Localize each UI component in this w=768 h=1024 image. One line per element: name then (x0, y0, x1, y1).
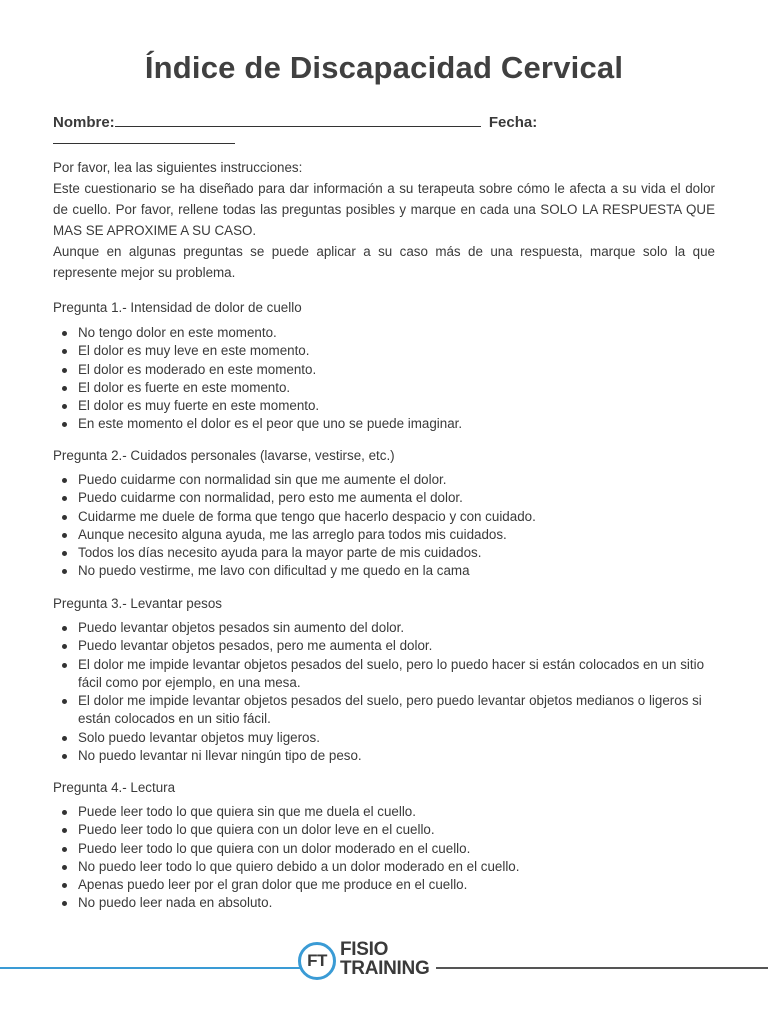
option[interactable]: Apenas puedo leer por el gran dolor que me produce en el cuello. (78, 876, 718, 894)
option[interactable]: No puedo leer nada en absoluto. (78, 894, 718, 912)
option[interactable]: El dolor es muy leve en este momento. (78, 342, 718, 360)
option[interactable]: No tengo dolor en este momento. (78, 324, 718, 342)
question-2-title: Pregunta 2.- Cuidados personales (lavarse, vestirse, etc.) (53, 448, 395, 463)
option[interactable]: No puedo vestirme, me lavo con dificultad y me quedo en la cama (78, 562, 718, 580)
option[interactable]: Puede leer todo lo que quiera sin que me duela el cuello. (78, 803, 718, 821)
option[interactable]: Puedo cuidarme con normalidad sin que me aumente el dolor. (78, 471, 718, 489)
option[interactable]: Puedo leer todo lo que quiera con un dolor leve en el cuello. (78, 821, 718, 839)
option[interactable]: El dolor es moderado en este momento. (78, 361, 718, 379)
question-3-title: Pregunta 3.- Levantar pesos (53, 596, 222, 611)
footer-line-right (436, 967, 768, 969)
instructions (53, 157, 715, 283)
date-field-line[interactable] (53, 142, 235, 144)
option[interactable]: El dolor es muy fuerte en este momento. (78, 397, 718, 415)
option[interactable]: Puedo leer todo lo que quiera con un dolor moderado en el cuello. (78, 840, 718, 858)
option[interactable]: No puedo leer todo lo que quiero debido a un dolor moderado en el cuello. (78, 858, 718, 876)
question-3-options (53, 619, 718, 765)
option[interactable]: El dolor me impide levantar objetos pesados del suelo, pero puedo levantar objetos medianos o ligeros si están colocados en un sitio fácil. (78, 692, 718, 729)
question-1-title: Pregunta 1.- Intensidad de dolor de cuello (53, 300, 302, 315)
question-4-title: Pregunta 4.- Lectura (53, 780, 176, 795)
option[interactable]: En este momento el dolor es el peor que uno se puede imaginar. (78, 415, 718, 433)
name-field-line[interactable] (115, 125, 481, 127)
question-2-options (53, 471, 718, 581)
instructions-note: Aunque en algunas preguntas se puede aplicar a su caso más de una respuesta, marque solo la que represente mejor su problema. (53, 244, 715, 280)
option[interactable]: Cuidarme me duele de forma que tengo que hacerlo despacio y con cuidado. (78, 508, 718, 526)
header-fields (53, 114, 715, 134)
page-title: Índice de Discapacidad Cervical (144, 50, 624, 85)
footer-line-left (0, 967, 300, 969)
option[interactable]: Solo puedo levantar objetos muy ligeros. (78, 729, 718, 747)
question-1-options (53, 324, 718, 434)
fisio-training-logo (298, 938, 438, 984)
option[interactable]: Aunque necesito alguna ayuda, me las arreglo para todos mis cuidados. (78, 526, 718, 544)
logo-wordmark (340, 940, 429, 978)
logo-line-2: TRAINING (340, 958, 430, 979)
instructions-body: Este cuestionario se ha diseñado para dar información a su terapeuta sobre cómo le afecta a su vida el dolor de cuello. Por favor, rellene todas las preguntas posibles y marque en cada una SOLO LA RESPUESTA QUE MAS SE APROXIME A SU CASO. (53, 181, 715, 238)
logo-ft-mark: FT (298, 942, 336, 980)
instructions-intro: Por favor, lea las siguientes instrucciones: (53, 160, 303, 175)
name-label: Nombre: (53, 114, 115, 131)
option[interactable]: Puedo levantar objetos pesados sin aumento del dolor. (78, 619, 718, 637)
option[interactable]: Puedo levantar objetos pesados, pero me aumenta el dolor. (78, 637, 718, 655)
option[interactable]: El dolor es fuerte en este momento. (78, 379, 718, 397)
logo-line-1: FISIO (340, 939, 389, 960)
option[interactable]: El dolor me impide levantar objetos pesados del suelo, pero lo puedo hacer si están colocados en un sitio fácil como por ejemplo, en una mesa. (78, 656, 718, 693)
option[interactable]: Todos los días necesito ayuda para la mayor parte de mis cuidados. (78, 544, 718, 562)
date-label: Fecha: (488, 114, 538, 131)
option[interactable]: Puedo cuidarme con normalidad, pero esto me aumenta el dolor. (78, 489, 718, 507)
option[interactable]: No puedo levantar ni llevar ningún tipo de peso. (78, 747, 718, 765)
question-4-options (53, 803, 718, 913)
